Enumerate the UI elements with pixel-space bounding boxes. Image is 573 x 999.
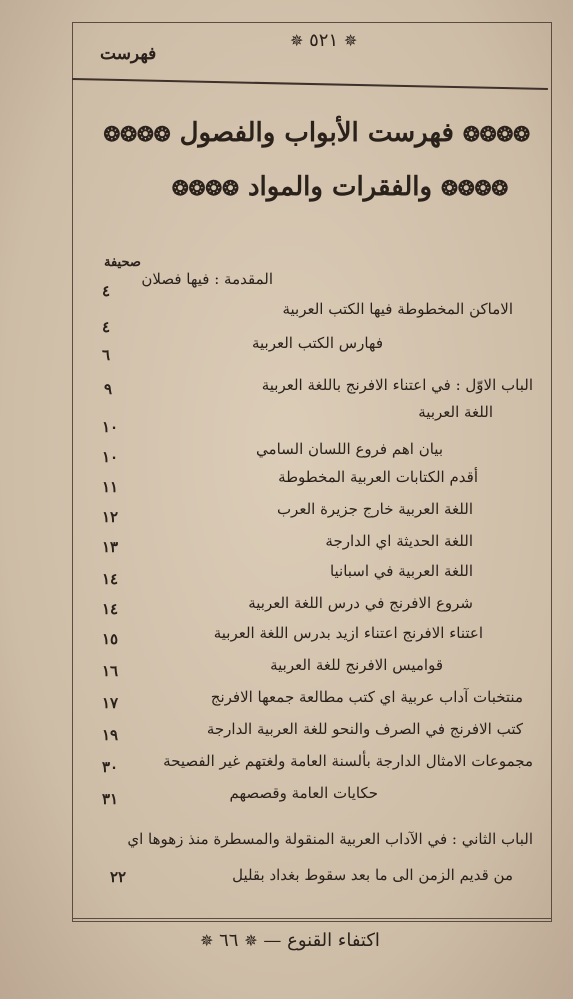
toc-page-number: ١٦ bbox=[102, 662, 119, 680]
toc-page-number: ٢٢ bbox=[110, 868, 127, 886]
toc-page-number: ٤ bbox=[102, 282, 111, 300]
toc-entry: اعتناء الافرنج اعتناء ازيد بدرس اللغة العربية bbox=[213, 624, 483, 642]
toc-page-number: ١٤ bbox=[102, 570, 119, 588]
toc-entry: بيان اهم فروع اللسان السامي bbox=[256, 440, 443, 458]
toc-entry: المقدمة : فيها فصلان bbox=[141, 270, 273, 288]
toc-page-number: ٩ bbox=[104, 380, 113, 398]
toc-entry: أقدم الكتابات العربية المخطوطة bbox=[278, 468, 478, 486]
toc-page-number: ١٩ bbox=[102, 726, 119, 744]
ornament-icon: ❂❂❂❂ bbox=[441, 176, 509, 200]
running-head: فهرست bbox=[100, 44, 157, 64]
toc-page-number: ٣١ bbox=[102, 790, 119, 808]
toc-entry: اللغة الحديثة اي الدارجة bbox=[325, 532, 473, 550]
ornament-icon: ✵ bbox=[200, 931, 214, 950]
toc-page-number: ١٣ bbox=[102, 538, 119, 556]
toc-page-number: ٤ bbox=[102, 318, 111, 336]
toc-page-number: ١٠ bbox=[102, 448, 119, 466]
index-title-line-2: ❂❂❂❂ والفقرات والمواد ❂❂❂❂ bbox=[171, 172, 509, 202]
page-number: ✵ ٥٢١ ✵ bbox=[290, 30, 358, 51]
toc-page-number: ١٤ bbox=[102, 600, 119, 618]
toc-entry: قواميس الافرنج للغة العربية bbox=[270, 656, 443, 674]
footer-rule bbox=[72, 918, 552, 919]
page-footer: اكتفاء القنوع — ✵ ٦٦ ✵ bbox=[200, 930, 380, 951]
toc-entry: الباب الاوّل : في اعتناء الافرنج باللغة العربية bbox=[261, 376, 533, 394]
toc-entry: الاماكن المخطوطة فيها الكتب العربية bbox=[282, 300, 513, 318]
ornament-icon: ❂❂❂❂ bbox=[171, 176, 239, 200]
toc-entry: كتب الافرنج في الصرف والنحو للغة العربية الدارجة bbox=[206, 720, 523, 738]
toc-entry: اللغة العربية خارج جزيرة العرب bbox=[276, 500, 473, 518]
toc-entry: الباب الثاني : في الآداب العربية المنقولة والمسطرة منذ زهوها اي bbox=[127, 830, 533, 848]
ornament-icon: ✵ bbox=[290, 31, 304, 50]
toc-page-number: ٦ bbox=[102, 346, 111, 364]
index-title-line-1: ❂❂❂❂ فهرست الأبواب والفصول ❂❂❂❂ bbox=[103, 118, 530, 148]
ornament-icon: ❂❂❂❂ bbox=[462, 122, 530, 146]
ornament-icon: ✵ bbox=[343, 31, 358, 50]
toc-entry: شروع الافرنج في درس اللغة العربية bbox=[248, 594, 473, 612]
toc-page-number: ١١ bbox=[102, 478, 119, 496]
toc-entry: اللغة العربية bbox=[418, 403, 493, 421]
toc-entry: حكايات العامة وقصصهم bbox=[229, 784, 378, 802]
ornament-icon: ❂❂❂❂ bbox=[103, 122, 171, 146]
toc-page-number: ١٥ bbox=[102, 630, 119, 648]
toc-entry: فهارس الكتب العربية bbox=[251, 334, 383, 352]
toc-page-number: ١٢ bbox=[102, 508, 119, 526]
page-column-label: صحيفة bbox=[104, 255, 141, 270]
toc-entry: من قديم الزمن الى ما بعد سقوط بغداد بقليل bbox=[232, 866, 513, 884]
ornament-icon: ✵ bbox=[244, 931, 258, 950]
toc-entry: منتخبات آداب عربية اي كتب مطالعة جمعها الافرنج bbox=[210, 688, 523, 706]
toc-entry: اللغة العربية في اسبانيا bbox=[329, 562, 473, 580]
toc-page-number: ١٠ bbox=[102, 418, 119, 436]
toc-page-number: ٣٠ bbox=[102, 758, 119, 776]
toc-entry: مجموعات الامثال الدارجة بألسنة العامة ولغتهم غير الفصيحة bbox=[163, 752, 533, 770]
toc-page-number: ١٧ bbox=[102, 694, 119, 712]
